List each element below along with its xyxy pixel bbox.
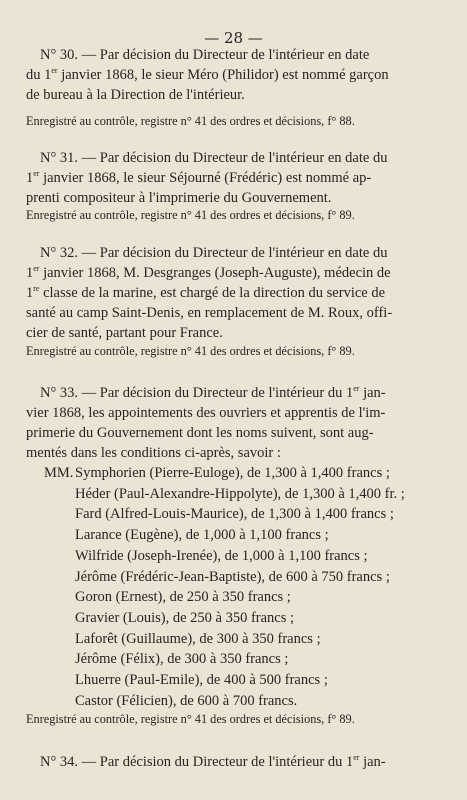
entry-31 [26, 148, 444, 208]
entry-line: N° 34. — Par décision du Directeur de l'intérieur du 1er jan- [40, 753, 386, 770]
list-item-text: Fard (Alfred-Louis-Maurice), de 1,300 à 1,400 francs ; [75, 506, 394, 523]
entry-34 [26, 752, 444, 772]
entry-line: de bureau à la Direction de l'intérieur. [26, 87, 245, 103]
entry-line: 1re classe de la marine, est chargé de la direction du service de [26, 284, 386, 301]
entry-line: 1er janvier 1868, le sieur Séjourné (Frédéric) est nommé ap- [26, 169, 372, 186]
list-item-text: Symphorien (Pierre-Euloge), de 1,300 à 1,400 francs ; [75, 465, 390, 481]
entry-line: mentés dans les conditions ci-après, savoir : [26, 445, 281, 461]
entry-line: N° 30. — Par décision du Directeur de l'intérieur en date [40, 47, 370, 63]
list-item-text: Laforêt (Guillaume), de 300 à 350 francs ; [75, 630, 321, 647]
list-item [44, 525, 454, 546]
entry-line: primerie du Gouvernement dont les noms suivent, sont aug- [26, 425, 374, 441]
entry-30 [26, 45, 444, 105]
list-item-text: Jérôme (Frédéric-Jean-Baptiste), de 600 à 750 francs ; [75, 568, 390, 585]
entry-line: 1er janvier 1868, M. Desgranges (Joseph-Auguste), médecin de [26, 264, 391, 281]
list-item [44, 670, 454, 691]
list-item [44, 546, 454, 567]
list-item [44, 691, 454, 712]
list-item [44, 484, 454, 505]
list-item-text: Wilfride (Joseph-Irenée), de 1,000 à 1,100 francs ; [75, 547, 368, 564]
entry-line: N° 31. — Par décision du Directeur de l'intérieur en date du [40, 150, 388, 166]
entry-line: cier de santé, partant pour France. [26, 325, 223, 341]
list-item-text: Lhuerre (Paul-Emile), de 400 à 500 francs ; [75, 672, 328, 689]
list-prefix: MM. [44, 465, 74, 481]
list-item [44, 504, 454, 525]
list-item-text: Goron (Ernest), de 250 à 350 francs ; [75, 589, 291, 606]
entry-line: N° 32. — Par décision du Directeur de l'intérieur en date du [40, 245, 388, 261]
page-number: — 28 — [204, 29, 263, 47]
entry-32 [26, 243, 444, 343]
list-item [44, 587, 454, 608]
list-item [44, 567, 454, 588]
register-note: Enregistré au contrôle, registre n° 41 des ordres et décisions, f° 89. [26, 208, 355, 222]
list-item [44, 629, 454, 650]
entry-line: prenti compositeur à l'imprimerie du Gouvernement. [26, 190, 332, 206]
list-item [44, 608, 454, 629]
list-item [44, 649, 454, 670]
register-note: Enregistré au contrôle, registre n° 41 des ordres et décisions, f° 88. [26, 114, 355, 128]
register-note: Enregistré au contrôle, registre n° 41 des ordres et décisions, f° 89. [26, 712, 355, 726]
list-item-text: Jérôme (Félix), de 300 à 350 francs ; [75, 651, 289, 668]
entry-33 [26, 383, 444, 463]
list-item-text: Gravier (Louis), de 250 à 350 francs ; [75, 609, 295, 626]
list-item-text: Castor (Félicien), de 600 à 700 francs. [75, 692, 298, 709]
list-item-text: Héder (Paul-Alexandre-Hippolyte), de 1,300 à 1,400 fr. ; [75, 485, 405, 502]
salary-list [44, 463, 454, 711]
entry-line: santé au camp Saint-Denis, en remplacement de M. Roux, offi- [26, 305, 393, 321]
list-item-text: Larance (Eugène), de 1,000 à 1,100 francs ; [75, 527, 329, 544]
register-note: Enregistré au contrôle, registre n° 41 des ordres et décisions, f° 89. [26, 344, 355, 358]
entry-line: vier 1868, les appointements des ouvriers et apprentis de l'im- [26, 405, 386, 421]
entry-line: du 1er janvier 1868, le sieur Méro (Philidor) est nommé garçon [26, 66, 389, 83]
entry-line: N° 33. — Par décision du Directeur de l'intérieur du 1er jan- [40, 384, 386, 401]
list-item [44, 463, 454, 484]
